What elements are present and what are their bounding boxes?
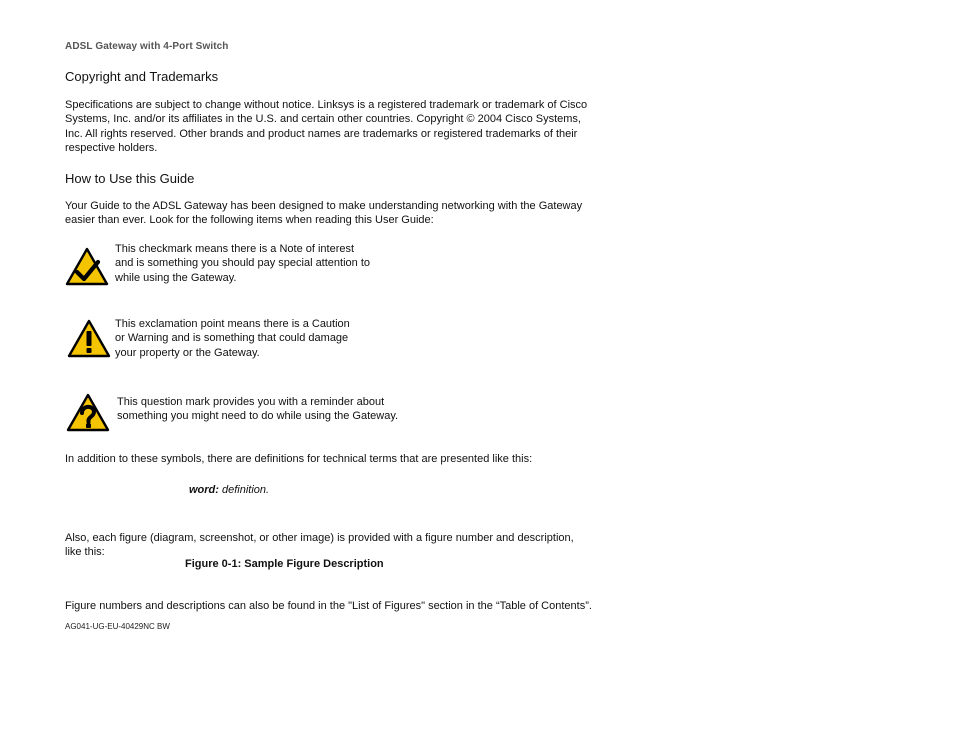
note-question-text: This question mark provides you with a reminder about something you might need to do while using the Gateway. (117, 396, 399, 423)
figures-outro: Figure numbers and descriptions can also be found in the "List of Figures" section in the “Table of Contents”. (65, 600, 592, 612)
figures-intro: Also, each figure (diagram, screenshot, or other image) is provided with a figure number and description, like this: (65, 532, 574, 559)
definition-example (189, 484, 269, 496)
checkmark-warning-icon (65, 247, 109, 287)
note-question (66, 393, 110, 438)
copyright-paragraph: Specifications are subject to change without notice. Linksys is a registered trademark or trademark of Cisco Systems, Inc. and/or its affiliates in the U.S. and certain other countries. Copyright © 2004 Cisco Systems, Inc. All rights reserved. Other brands and product names are trademarks or registered trademarks of their respective holders. (65, 99, 588, 155)
definitions-intro: In addition to these symbols, there are definitions for technical terms that are presented like this: (65, 453, 533, 465)
note-checkmark (65, 247, 109, 292)
note-checkmark-text: This checkmark means there is a Note of interest and is something you should pay special attention to while using the Gateway. (115, 243, 370, 284)
note-exclamation (67, 319, 111, 364)
note-exclamation-text: This exclamation point means there is a Caution or Warning and is something that could damage your property or the Gateway. (115, 318, 350, 359)
exclamation-warning-icon (67, 319, 111, 359)
guide-heading: How to Use this Guide (65, 171, 195, 186)
document-code: AG041-UG-EU-40429NC BW (65, 622, 170, 631)
question-warning-icon (66, 393, 110, 433)
running-header: ADSL Gateway with 4-Port Switch (65, 41, 229, 52)
definition-text: definition. (218, 484, 270, 496)
definition-term: word: (189, 484, 219, 496)
guide-intro-paragraph: Your Guide to the ADSL Gateway has been designed to make understanding networking with the Gateway easier than ever. Look for the following items when reading this User Guide: (65, 200, 583, 227)
figure-caption: Figure 0-1: Sample Figure Description (185, 558, 384, 570)
copyright-heading: Copyright and Trademarks (65, 69, 219, 84)
